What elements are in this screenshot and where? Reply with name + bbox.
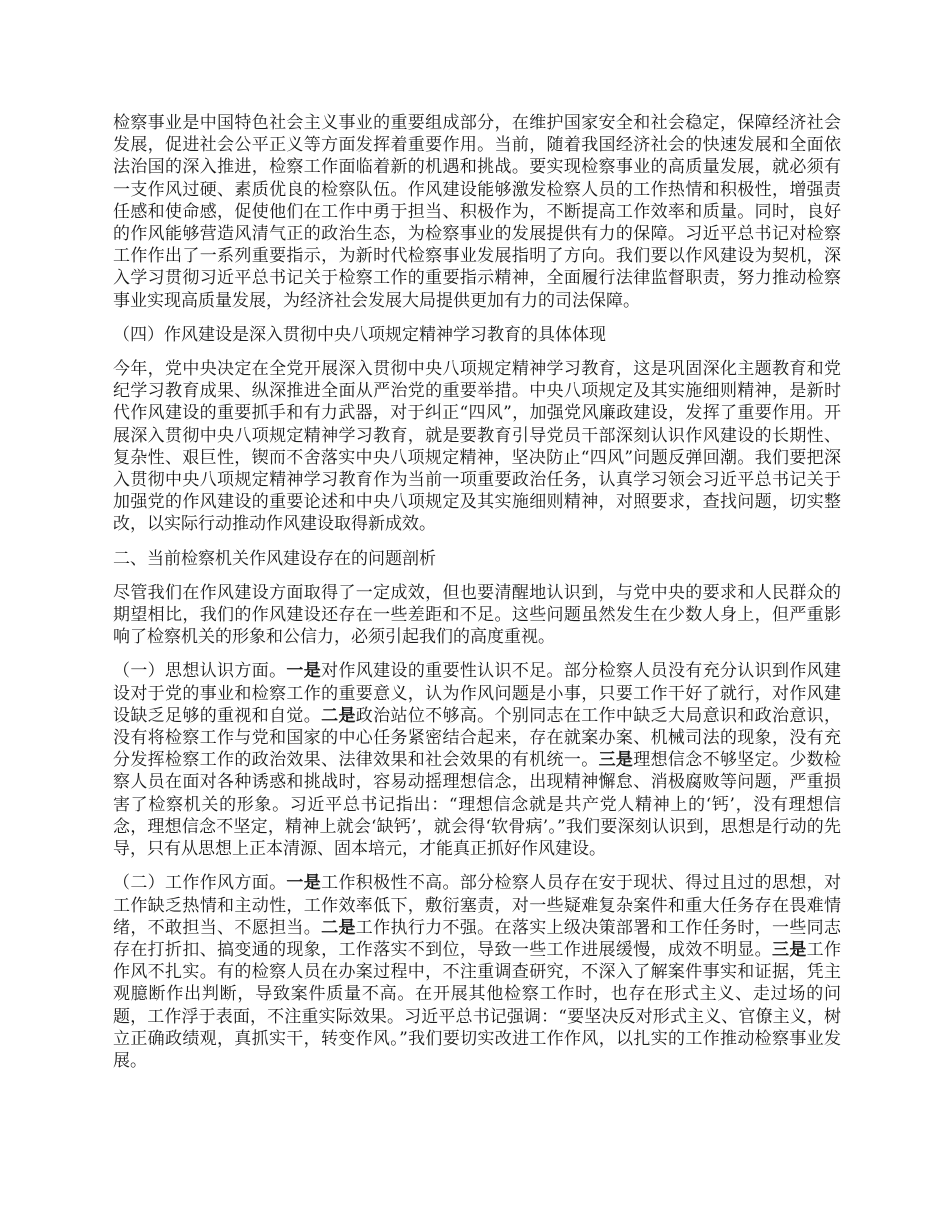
work-style-point-1-text: 工作积极性不高。部分检察人员存在安于现状、得过且过的思想，对工作缺乏热情和主动性，工作效率低下，敷衍塞责，对一些疑难复杂案件和重大任务存在畏难情绪，不敢担当、不愿担当。 [113,873,842,938]
section-heading-4: （四）作风建设是深入贯彻中央八项规定精神学习教育的具体体现 [113,324,606,345]
thinking-lead: （一）思想认识方面。 [113,661,287,682]
thinking-point-3-marker: 三是 [598,750,634,771]
work-style-point-1-marker: 一是 [286,873,322,894]
chapter-heading-2: 二、当前检察机关作风建设存在的问题剖析 [113,548,436,569]
work-style-lead: （二）工作作风方面。 [113,873,287,894]
paragraph-eight-regulations: 今年，党中央决定在全党开展深入贯彻中央八项规定精神学习教育，这是巩固深化主题教育和党纪学习教育成果、纵深推进全面从严治党的重要举措。中央八项规定及其实施细则精神，是新时代作风建设的重要抓手和有力武器，对于纠正“四风”，加强党风廉政建设，发挥了重要作用。开展深入贯彻中央八项规定精神学习教育，就是要教育引导党员干部深刻认识作风建设的长期性、复杂性、艰巨性，锲而不舍落实中央八项规定精神，坚决防止“四风”问题反弹回潮。我们要把深入贯彻中央八项规定精神学习教育作为当前一项重要政治任务，认真学习领会习近平总书记关于加强党的作风建设的重要论述和中央八项规定及其实施细则精神，对照要求，查找问题，切实整改，以实际行动推动作风建设取得新成效。 [113,359,841,535]
paragraph-intro: 检察事业是中国特色社会主义事业的重要组成部分，在维护国家安全和社会稳定，保障经济社会发展，促进社会公平正义等方面发挥着重要作用。当前，随着我国经济社会的快速发展和全面依法治国的深入推进，检察工作面临着新的机遇和挑战。要实现检察事业的高质量发展，就必须有一支作风过硬、素质优良的检察队伍。作风建设能够激发检察人员的工作热情和积极性，增强责任感和使命感，促使他们在工作中勇于担当、积极作为，不断提高工作效率和质量。同时，良好的作风能够营造风清气正的政治生态，为检察事业的发展提供有力的保障。习近平总书记对检察工作作出了一系列重要指示，为新时代检察事业发展指明了方向。我们要以作风建设为契机，深入学习贯彻习近平总书记关于检察工作的重要指示精神，全面履行法律监督职责，努力推动检察事业实现高质量发展，为经济社会发展大局提供更加有力的司法保障。 [113,113,841,311]
paragraph-problems-overview: 尽管我们在作风建设方面取得了一定成效，但也要清醒地认识到，与党中央的要求和人民群众的期望相比，我们的作风建设还存在一些差距和不足。这些问题虽然发生在少数人身上，但严重影响了检察机关的形象和公信力，必须引起我们的高度重视。 [113,582,841,648]
thinking-point-3-text: 理想信念不够坚定。少数检察人员在面对各种诱惑和挑战时，容易动摇理想信念，出现精神懈怠、消极腐败等问题，严重损害了检察机关的形象。习近平总书记指出：“理想信念就是共产党人精神上的‘钙’，没有理想信念，理想信念不坚定，精神上就会‘缺钙’，就会得‘软骨病’。”我们要深刻认识到，思想是行动的先导，只有从思想上正本清源、固本培元，才能真正抓好作风建设。 [113,750,842,860]
paragraph-work-style [113,872,841,1072]
work-style-point-2-text: 工作执行力不强。在落实上级决策部署和工作任务时，一些同志存在打折扣、搞变通的现象，工作落实不到位，导致一些工作进展缓慢，成效不明显。 [113,917,842,960]
work-style-point-3-marker: 三是 [771,939,807,960]
paragraph-thinking [113,660,841,860]
document-page [113,112,841,1084]
work-style-point-2-marker: 二是 [321,917,356,938]
thinking-point-2-marker: 二是 [321,705,356,726]
thinking-point-1-text: 对作风建设的重要性认识不足。部分检察人员没有充分认识到作风建设对于党的事业和检察工作的重要意义，认为作风问题是小事，只要工作干好了就行，对作风建设缺乏足够的重视和自觉。 [113,661,842,726]
work-style-point-3-text: 工作作风不扎实。有的检察人员在办案过程中，不注重调查研究，不深入了解案件事实和证据，凭主观臆断作出判断，导致案件质量不高。在开展其他检察工作时，也存在形式主义、走过场的问题，工作浮于表面，不注重实际效果。习近平总书记强调：“要坚决反对形式主义、官僚主义，树立正确政绩观，真抓实干，转变作风。”我们要切实改进工作作风，以扎实的工作推动检察事业发展。 [113,939,842,1071]
thinking-point-2-text: 政治站位不够高。个别同志在工作中缺乏大局意识和政治意识，没有将检察工作与党和国家的中心任务紧密结合起来，存在就案办案、机械司法的现象，没有充分发挥检察工作的政治效果、法律效果和社会效果的有机统一。 [113,705,842,771]
thinking-point-1-marker: 一是 [286,661,322,682]
